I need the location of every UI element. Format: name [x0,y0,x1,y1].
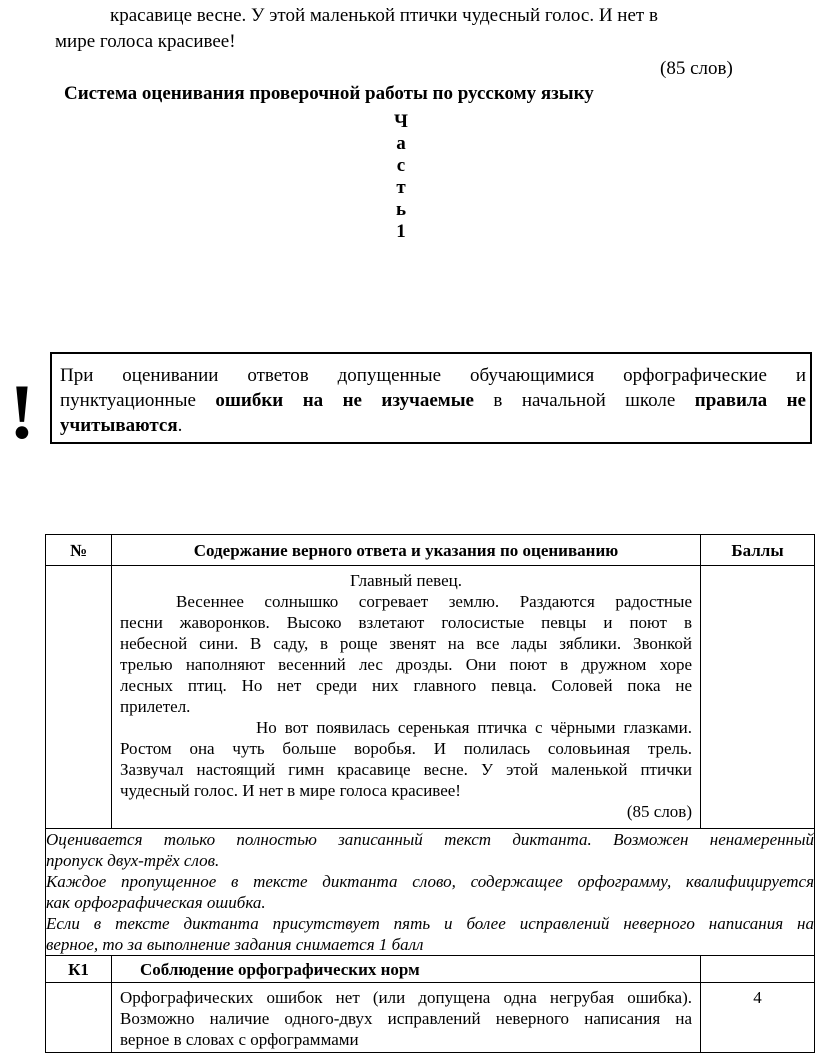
note-emphasis: ошибки на не изучаемые [215,390,474,411]
criteria-line: Каждое пропущенное в тексте диктанта слово, содержащее орфограмму, квалифицируется [46,872,814,891]
k1-description [112,983,701,1053]
dictation-line: Ростом она чуть больше воробья. И полилась соловьиная трель. [120,739,692,758]
table-row-k1-score [46,983,815,1053]
note-text: . [177,415,183,436]
note-box [50,352,812,444]
note-emphasis: правила не [694,390,806,411]
table-row-dictation [46,566,815,829]
top-text-line-2: мире голоса красивее! [55,31,236,52]
criteria-line: верное, то за выполнение задания снимается 1 балл [46,935,424,954]
table-row-k1-header [46,956,815,983]
k1-score: 4 [701,983,815,1053]
page-heading: Система оценивания проверочной работы по русскому языку [64,83,594,104]
dictation-line: чудесный голос. И нет в мире голоса красивее! [120,781,461,800]
criteria-line: пропуск двух-трёх слов. [46,851,220,870]
part-letter: Ч [394,111,408,132]
header-score: Баллы [701,535,815,566]
part-label-vertical [386,111,416,243]
k1-desc-line: Орфографических ошибок нет (или допущена одна негрубая ошибка). [120,988,692,1007]
criteria-line: Оценивается только полностью записанный текст диктанта. Возможен ненамеренный [46,830,814,849]
note-line-3 [60,414,182,438]
cell-empty [46,983,112,1053]
k1-desc-line: верное в словах с орфограммами [120,1030,359,1049]
criteria-line: как орфографическая ошибка. [46,893,266,912]
dictation-line: Весеннее солнышко согревает землю. Раздаются радостные [176,592,692,611]
header-content: Содержание верного ответа и указания по оцениванию [112,535,701,566]
cell-empty [701,956,815,983]
header-number: № [46,535,112,566]
dictation-cell [112,566,701,829]
assessment-table [45,534,815,1053]
dictation-line: прилетел. [120,697,191,716]
dictation-line: трелью наполняют весенний лес дрозды. Они поют в дружном хоре [120,655,692,674]
k1-desc-line: Возможно наличие одного-двух исправлений неверного написания на [120,1009,692,1028]
dictation-line: лесных птиц. Но нет среди них главного певца. Соловей пока не [120,676,692,695]
top-text-line-1: красавице весне. У этой маленькой птички чудесный голос. И нет в [110,5,658,26]
criteria-line: Если в тексте диктанта присутствует пять и более исправлений неверного написания на [46,914,814,933]
exclamation-icon: ! [9,368,35,455]
part-letter: а [396,133,406,154]
part-letter: ь [395,199,407,220]
dictation-line: песни жаворонков. Высоко взлетают голосистые певцы и поют в [120,613,692,632]
part-letter: 1 [396,221,406,242]
cell-empty [701,566,815,829]
cell-empty [46,566,112,829]
table-row-criteria-note [46,829,815,956]
dictation-word-count: (85 слов) [626,802,692,821]
criteria-note-cell [46,829,815,956]
dictation-title: Главный певец. [350,571,462,590]
table-header-row [46,535,815,566]
k1-code: К1 [46,956,112,983]
note-text: пунктуационные [60,390,216,411]
note-text: в начальной школе [473,390,695,411]
dictation-line: Зазвучал настоящий гимн красавице весне. У этой маленькой птички [120,760,692,779]
note-emphasis: учитываются [60,415,178,436]
part-letter: т [396,177,406,198]
k1-title: Соблюдение орфографических норм [112,956,701,983]
part-letter: с [396,155,406,176]
dictation-line: небесной сини. В саду, в роще звенят на все лады зяблики. Звонкой [120,634,692,653]
note-line-2 [60,389,806,413]
dictation-line: Но вот появилась серенькая птичка с чёрными глазками. [256,718,692,737]
note-line-1: При оценивании ответов допущенные обучающимися орфографические и [60,365,806,386]
top-word-count: (85 слов) [660,58,733,79]
